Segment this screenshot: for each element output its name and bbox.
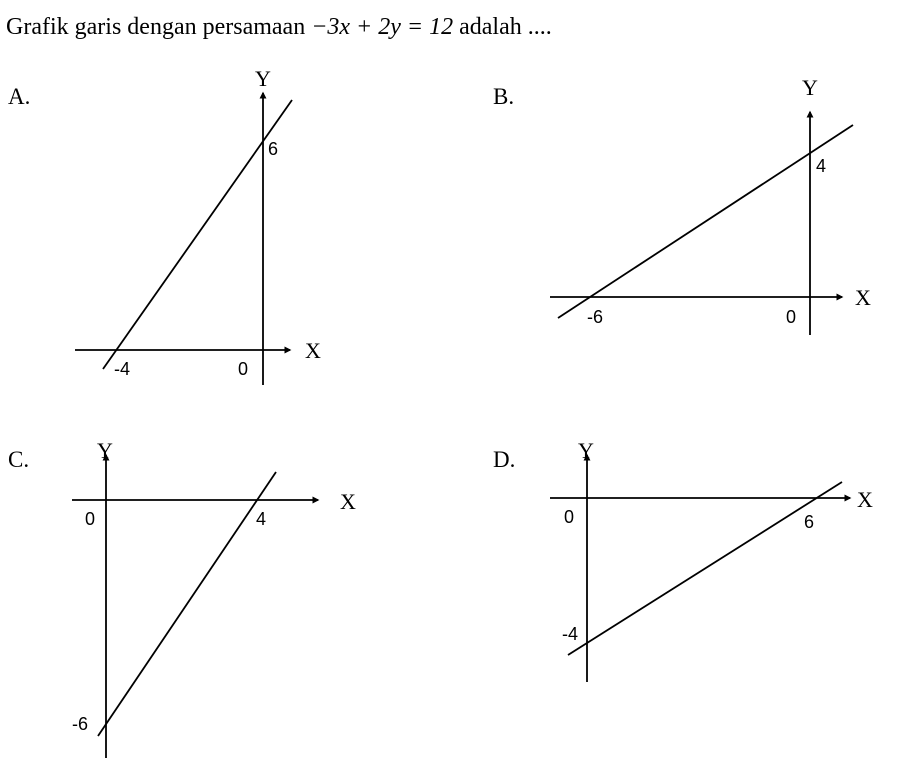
option-b-label: B. [493,84,515,109]
option-d-graph-line [568,482,842,655]
option-a-y-axis-label: Y [255,66,271,91]
option-c-y-axis-label: Y [97,438,113,463]
option-d-y-axis-label: Y [578,438,594,463]
option-d-origin: 0 [564,507,575,527]
option-c[interactable] [8,438,356,758]
option-d[interactable] [493,438,873,682]
option-b-x-intercept: -6 [587,307,604,327]
option-b-graph-line [558,125,853,318]
option-b-origin: 0 [786,307,797,327]
question-suffix: adalah .... [453,14,552,40]
option-a-x-axis-label: X [305,338,321,363]
question-prefix: Grafik garis dengan persamaan [6,14,312,40]
option-b-y-axis-label: Y [802,75,818,100]
option-a-label: A. [8,84,31,109]
option-d-y-intercept: -4 [562,624,579,644]
option-c-label: C. [8,447,30,472]
option-d-x-axis-label: X [857,487,873,512]
option-a-origin: 0 [238,359,249,379]
option-a[interactable] [8,66,321,385]
option-c-graph-line [98,472,276,736]
option-d-label: D. [493,447,516,472]
option-c-origin: 0 [85,509,96,529]
option-c-y-intercept: -6 [72,714,89,734]
option-b-y-intercept: 4 [816,156,827,176]
option-a-x-intercept: -4 [114,359,131,379]
option-b-x-axis-label: X [855,285,871,310]
option-c-x-axis-label: X [340,489,356,514]
option-a-y-intercept: 6 [268,139,279,159]
option-b[interactable] [493,75,871,335]
option-c-x-intercept: 4 [256,509,267,529]
option-d-x-intercept: 6 [804,512,815,532]
question-equation: −3x + 2y = 12 [311,14,454,40]
